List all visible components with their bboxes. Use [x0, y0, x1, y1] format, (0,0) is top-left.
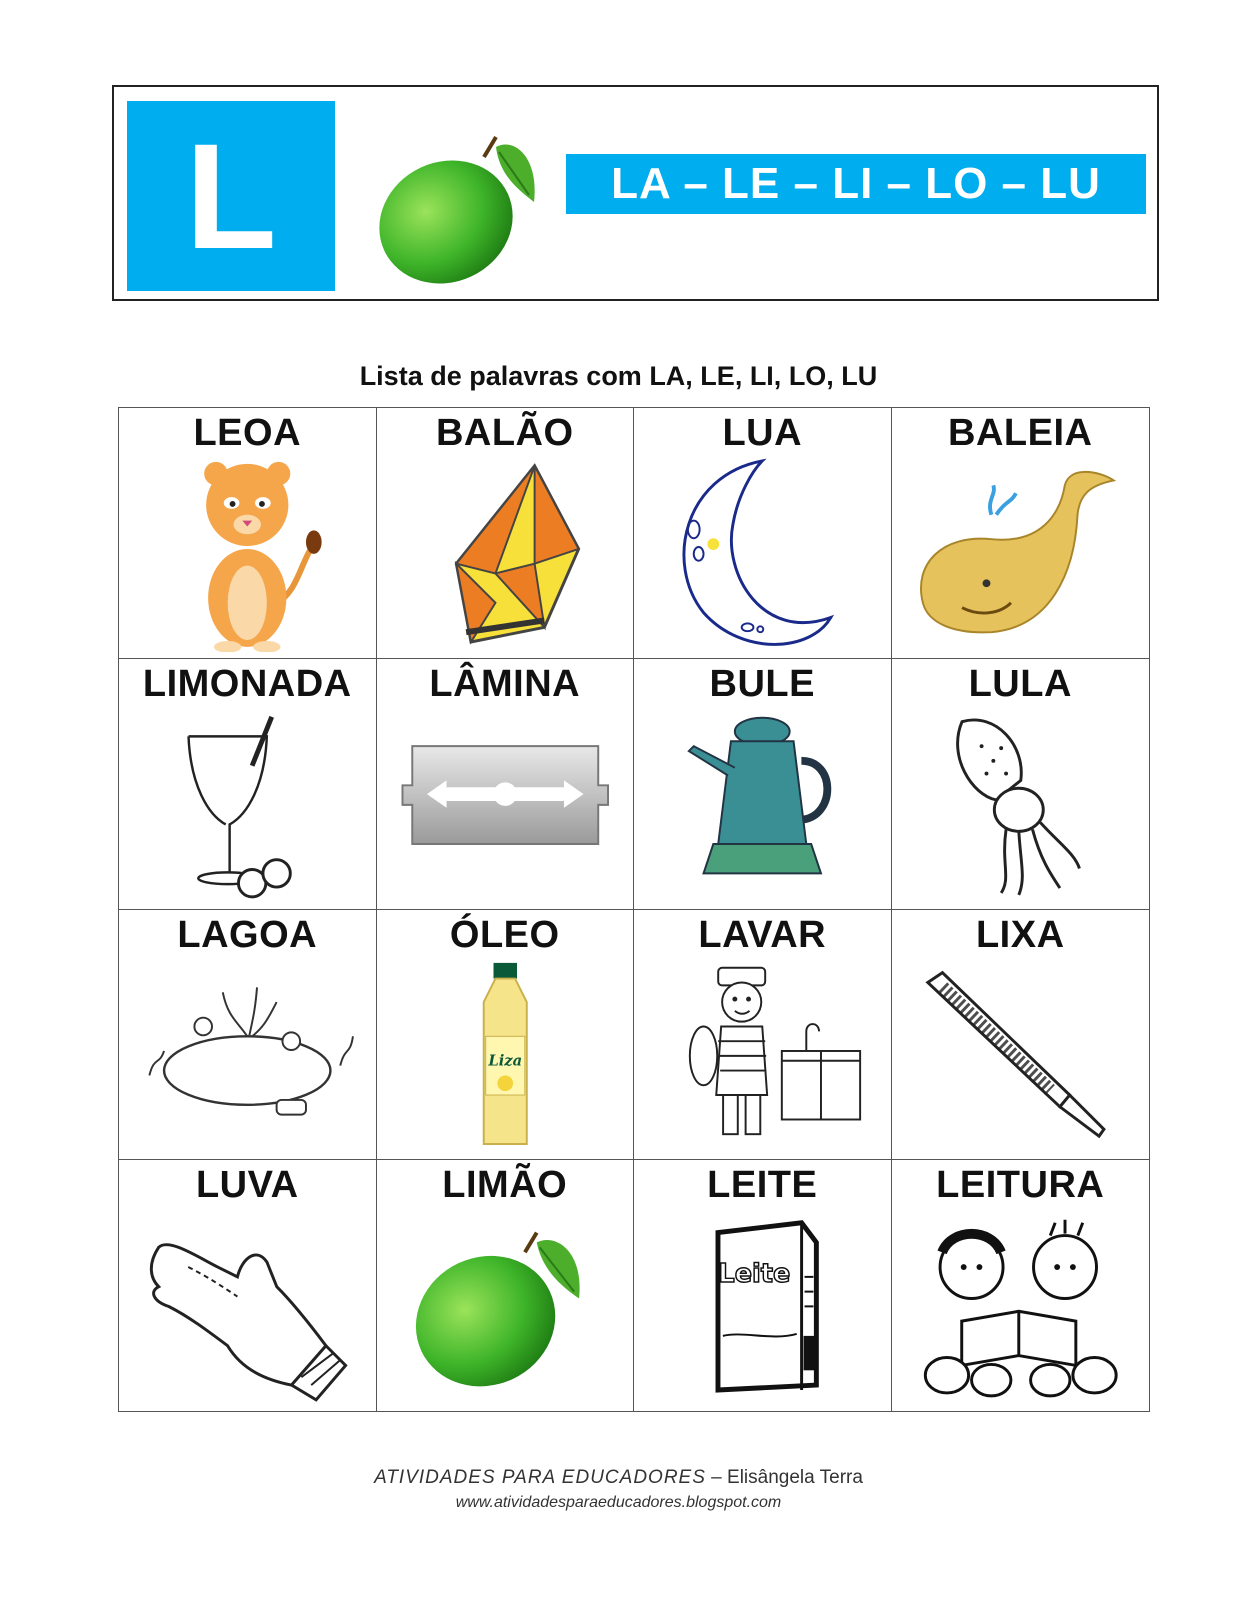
syllable-bar: LA – LE – LI – LO – LU [566, 154, 1146, 214]
word-label: LEITURA [936, 1164, 1105, 1207]
glove-icon [129, 1208, 366, 1405]
header-banner [112, 85, 1159, 301]
word-label: LIMÃO [442, 1164, 568, 1207]
teapot-icon [644, 707, 881, 903]
word-label: LIMONADA [142, 662, 352, 705]
razor-blade-icon [387, 707, 624, 903]
word-card [377, 910, 635, 1161]
word-label: LEITE [707, 1164, 818, 1207]
crescent-moon-icon [644, 456, 881, 652]
squid-icon [902, 707, 1140, 903]
word-card [377, 408, 635, 659]
word-label: LULA [968, 662, 1072, 705]
lioness-icon [129, 456, 366, 652]
kids-reading-icon [902, 1208, 1140, 1405]
oil-brand-label: Liza [487, 1052, 522, 1070]
lime-icon [364, 117, 554, 292]
word-label: BALEIA [948, 412, 1093, 454]
word-label: LÂMINA [429, 662, 581, 705]
word-card [892, 910, 1150, 1161]
word-card [119, 1160, 377, 1411]
word-card [892, 408, 1150, 659]
footer-author: – Elisângela Terra [705, 1467, 863, 1488]
word-card [377, 659, 635, 910]
milk-carton-icon [644, 1208, 881, 1405]
letter: L [185, 112, 277, 280]
word-label: LAVAR [698, 913, 827, 956]
letter-box [127, 101, 335, 291]
nail-file-icon [902, 958, 1140, 1154]
oil-bottle-icon [387, 958, 624, 1154]
pond-icon [129, 958, 366, 1154]
word-card [892, 659, 1150, 910]
footer-url: www.atividadesparaeducadores.blogspot.com [455, 1494, 782, 1511]
word-grid [118, 407, 1150, 1412]
word-label: LUVA [195, 1164, 299, 1207]
footer-credit [0, 1467, 1237, 1489]
word-card [119, 408, 377, 659]
word-label: BULE [709, 662, 815, 705]
word-label: LIXA [975, 913, 1065, 956]
word-card [634, 408, 892, 659]
milk-carton-label: Leite [718, 1259, 791, 1290]
word-label: LUA [722, 412, 803, 454]
word-label: LAGOA [177, 913, 318, 956]
paper-lantern-icon [387, 456, 624, 652]
word-card [634, 659, 892, 910]
word-card [119, 659, 377, 910]
lemonade-glass-icon [129, 707, 366, 903]
word-card [377, 1160, 635, 1411]
word-card [119, 910, 377, 1161]
word-card [634, 910, 892, 1161]
list-title: Lista de palavras com LA, LE, LI, LO, LU [359, 361, 878, 391]
word-label: BALÃO [435, 412, 574, 454]
whale-icon [902, 456, 1140, 652]
boy-washing-dishes-icon [644, 958, 881, 1154]
footer-brand: ATIVIDADES PARA EDUCADORES [374, 1467, 706, 1488]
word-label: LEOA [193, 412, 302, 454]
word-label: ÓLEO [449, 913, 560, 956]
word-card [634, 1160, 892, 1411]
word-card [892, 1160, 1150, 1411]
lime-icon [387, 1208, 624, 1405]
